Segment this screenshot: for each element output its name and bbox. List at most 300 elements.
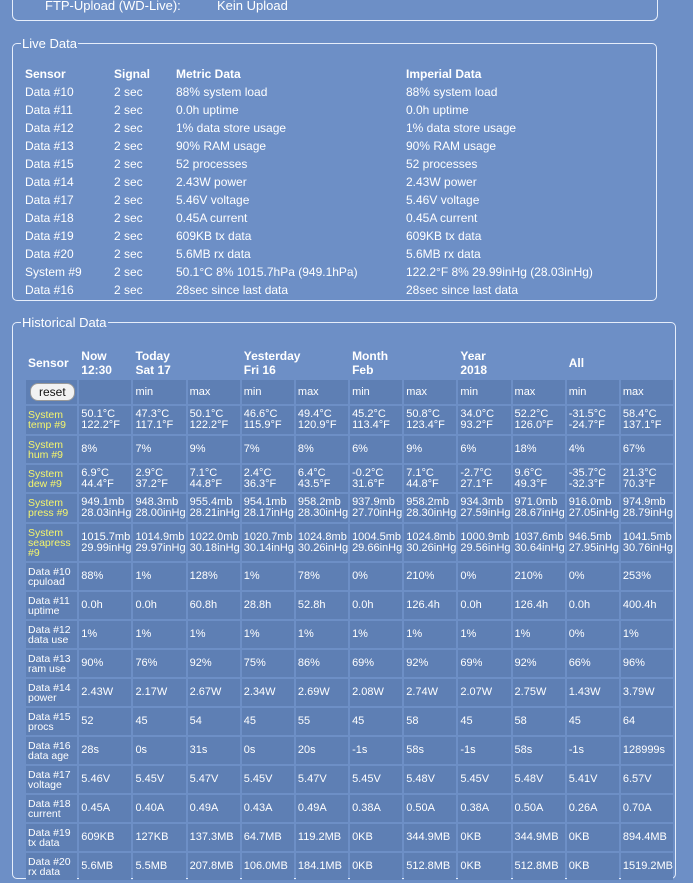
hist-value-cell: 7% [242,436,294,463]
live-metric-cell: 1% data store usage [176,121,287,135]
hist-value-cell: 69% [458,650,510,677]
hist-value-cell: 0KB [350,853,402,880]
hist-value-cell: 0% [350,563,402,590]
live-imperial-cell: 1% data store usage [406,121,517,135]
live-signal-cell: 2 sec [114,103,143,117]
hist-value-cell: 5.45V [458,766,510,793]
hist-header-row [26,348,673,378]
hist-value-cell: 6% [350,436,402,463]
hist-value-cell: 1000.9mb 29.56inHg [458,524,510,561]
hist-value-cell: -2.7°C 27.1°F [458,465,510,492]
hist-value-cell: 9% [188,436,240,463]
hist-value-cell: 512.8MB [513,853,565,880]
ftp-upload-box [12,0,658,21]
live-data-table [25,65,636,299]
hist-row [26,465,673,492]
hist-value-cell: 344.9MB [404,824,456,851]
live-imperial-cell: 28sec since last data [406,283,519,297]
hist-value-cell: 6.9°C 44.4°F [79,465,131,492]
hist-value-cell: 5.48V [513,766,565,793]
live-row [25,173,636,191]
live-metric-cell: 50.1°C 8% 1015.7hPa (949.1hPa) [176,265,358,279]
hist-value-cell: 0KB [567,824,619,851]
hist-value-cell: 76% [133,650,185,677]
hist-value-cell: 52 [79,708,131,735]
hist-value-cell: 5.45V [133,766,185,793]
hist-value-cell: 127KB [133,824,185,851]
hist-value-cell: 9% [404,436,456,463]
hist-value-cell: 1% [133,621,185,648]
hist-value-cell: 45 [567,708,619,735]
hist-value-cell: 6.4°C 43.5°F [296,465,348,492]
hist-value-cell: 54 [188,708,240,735]
hist-value-cell: 45 [458,708,510,735]
hist-value-cell: 0.43A [242,795,294,822]
hist-header-today: Today Sat 17 [135,349,171,377]
hist-value-cell: 92% [404,650,456,677]
hist-sensor-name: Data #19 tx data [26,824,77,851]
hist-sensor-name: System press #9 [26,494,77,522]
live-signal-cell: 2 sec [114,211,143,225]
hist-value-cell: 894.4MB [621,824,673,851]
hist-row [26,621,673,648]
live-sensor-cell: Data #19 [25,229,74,243]
max-label: max [188,380,240,404]
hist-row [26,853,673,880]
hist-value-cell: 207.8MB [188,853,240,880]
hist-value-cell: -1s [567,737,619,764]
hist-value-cell: 1% [242,563,294,590]
hist-value-cell: 106.0MB [242,853,294,880]
hist-row [26,524,673,561]
hist-value-cell: 2.9°C 37.2°F [133,465,185,492]
min-label: min [350,380,402,404]
hist-value-cell: 69% [350,650,402,677]
hist-value-cell: 128999s [621,737,673,764]
hist-value-cell: 6% [458,436,510,463]
hist-row [26,679,673,706]
live-row [25,83,636,101]
hist-row [26,650,673,677]
hist-value-cell: 28.8h [242,592,294,619]
live-imperial-cell: 122.2°F 8% 29.99inHg (28.03inHg) [406,265,593,279]
live-row [25,281,636,299]
hist-header-now: Now 12:30 [81,349,112,377]
hist-value-cell: 2.07W [458,679,510,706]
hist-value-cell: 0% [567,563,619,590]
hist-value-cell: 58s [513,737,565,764]
hist-value-cell: 119.2MB [296,824,348,851]
hist-value-cell: 137.3MB [188,824,240,851]
live-signal-cell: 2 sec [114,247,143,261]
live-row [25,263,636,281]
hist-value-cell: -31.5°C -24.7°F [567,406,619,434]
hist-value-cell: 0KB [458,853,510,880]
hist-value-cell: -0.2°C 31.6°F [350,465,402,492]
hist-value-cell: 0.70A [621,795,673,822]
hist-value-cell: 78% [296,563,348,590]
hist-value-cell: 128% [188,563,240,590]
hist-value-cell: 55 [296,708,348,735]
live-row [25,101,636,119]
hist-value-cell: 50.1°C 122.2°F [79,406,131,434]
live-signal-cell: 2 sec [114,85,143,99]
hist-value-cell: 0% [567,621,619,648]
hist-sensor-name: System seapress #9 [26,524,77,561]
live-metric-cell: 609KB tx data [176,229,252,243]
hist-value-cell: 2.69W [296,679,348,706]
hist-value-cell: 86% [296,650,348,677]
hist-value-cell: 5.48V [404,766,456,793]
hist-sensor-name: Data #17 voltage [26,766,77,793]
hist-value-cell: -35.7°C -32.3°F [567,465,619,492]
hist-value-cell: 6.57V [621,766,673,793]
hist-value-cell: 974.9mb 28.79inHg [621,494,673,522]
hist-value-cell: 609KB [79,824,131,851]
hist-value-cell: 50.1°C 122.2°F [188,406,240,434]
hist-row [26,737,673,764]
hist-value-cell: 45 [350,708,402,735]
hist-value-cell: 1024.8mb 30.26inHg [404,524,456,561]
hist-value-cell: 5.45V [242,766,294,793]
live-row [25,119,636,137]
min-label: min [458,380,510,404]
live-header-imperial: Imperial Data [406,67,482,81]
hist-header-year: Year 2018 [460,349,488,377]
hist-value-cell: 92% [513,650,565,677]
hist-value-cell: 971.0mb 28.67inHg [513,494,565,522]
hist-value-cell: 52.8h [296,592,348,619]
hist-value-cell: 344.9MB [513,824,565,851]
hist-row [26,436,673,463]
max-label: max [404,380,456,404]
hist-value-cell: 45 [133,708,185,735]
hist-value-cell: 5.45V [350,766,402,793]
live-header-signal: Signal [114,67,151,81]
live-metric-cell: 28sec since last data [176,283,289,297]
hist-value-cell: 31s [188,737,240,764]
hist-value-cell: 1% [350,621,402,648]
hist-value-cell: 1041.5mb 30.76inHg [621,524,673,561]
live-sensor-cell: Data #20 [25,247,74,261]
hist-value-cell: 916.0mb 27.05inHg [567,494,619,522]
live-header-row [25,65,636,83]
live-imperial-cell: 0.45A current [406,211,478,225]
live-sensor-cell: Data #18 [25,211,74,225]
min-label: min [567,380,619,404]
hist-sensor-name: Data #14 power [26,679,77,706]
hist-value-cell: 5.5MB [133,853,185,880]
hist-value-cell: 5.6MB [79,853,131,880]
hist-row [26,708,673,735]
live-signal-cell: 2 sec [114,193,143,207]
hist-sensor-name: System hum #9 [26,436,77,463]
hist-value-cell: 0.38A [458,795,510,822]
live-sensor-cell: Data #17 [25,193,74,207]
hist-value-cell: 28s [79,737,131,764]
live-metric-cell: 0.0h uptime [176,103,239,117]
live-signal-cell: 2 sec [114,175,143,189]
hist-value-cell: 2.4°C 36.3°F [242,465,294,492]
hist-value-cell: 52.2°C 126.0°F [513,406,565,434]
live-signal-cell: 2 sec [114,283,143,297]
hist-value-cell: 7% [133,436,185,463]
live-sensor-cell: Data #15 [25,157,74,171]
hist-value-cell: 937.9mb 27.70inHg [350,494,402,522]
hist-value-cell: 92% [188,650,240,677]
hist-value-cell: 1% [79,621,131,648]
hist-value-cell: 64 [621,708,673,735]
hist-value-cell: 949.1mb 28.03inHg [79,494,131,522]
live-row [25,155,636,173]
hist-sensor-name: Data #20 rx data [26,853,77,880]
historical-data-panel [12,315,676,879]
hist-value-cell: 34.0°C 93.2°F [458,406,510,434]
live-metric-cell: 0.45A current [176,211,248,225]
hist-value-cell: 75% [242,650,294,677]
hist-value-cell: 0.49A [188,795,240,822]
live-row [25,191,636,209]
hist-value-cell: 1% [296,621,348,648]
hist-value-cell: 0.0h [79,592,131,619]
historical-data-legend: Historical Data [22,315,107,330]
min-label: min [242,380,294,404]
hist-row [26,766,673,793]
hist-value-cell: 1024.8mb 30.26inHg [296,524,348,561]
ftp-upload-label: FTP-Upload (WD-Live): [45,0,181,13]
live-metric-cell: 52 processes [176,157,248,171]
live-imperial-cell: 2.43W power [406,175,477,189]
max-label: max [621,380,673,404]
hist-value-cell: 1015.7mb 29.99inHg [79,524,131,561]
live-imperial-cell: 0.0h uptime [406,103,469,117]
hist-value-cell: 49.4°C 120.9°F [296,406,348,434]
hist-value-cell: 45.2°C 113.4°F [350,406,402,434]
live-sensor-cell: Data #11 [25,103,73,117]
hist-value-cell: 5.47V [296,766,348,793]
hist-sensor-name: System temp #9 [26,406,77,434]
hist-value-cell: 1037.6mb 30.64inHg [513,524,565,561]
live-sensor-cell: Data #10 [25,85,74,99]
hist-value-cell: 20s [296,737,348,764]
hist-value-cell: 2.34W [242,679,294,706]
hist-minmax-row [26,380,673,404]
max-label: max [296,380,348,404]
hist-value-cell: 66% [567,650,619,677]
hist-header-all: All [568,356,585,370]
hist-value-cell: 0.0h [567,592,619,619]
hist-value-cell: 0.45A [79,795,131,822]
hist-value-cell: 948.3mb 28.00inHg [133,494,185,522]
historical-data-table [24,346,675,882]
hist-value-cell: 4% [567,436,619,463]
live-metric-cell: 5.46V voltage [176,193,250,207]
hist-value-cell: 210% [404,563,456,590]
live-sensor-cell: Data #12 [25,121,74,135]
hist-row [26,592,673,619]
hist-value-cell: 5.47V [188,766,240,793]
live-signal-cell: 2 sec [114,121,143,135]
hist-value-cell: 0KB [458,824,510,851]
hist-value-cell: 0s [133,737,185,764]
hist-sensor-name: Data #10 cpuload [26,563,77,590]
hist-value-cell: 9.6°C 49.3°F [513,465,565,492]
live-imperial-cell: 52 processes [406,157,478,171]
hist-value-cell: 0.50A [513,795,565,822]
hist-value-cell: 0KB [567,853,619,880]
hist-value-cell: 50.8°C 123.4°F [404,406,456,434]
hist-value-cell: 47.3°C 117.1°F [133,406,185,434]
hist-value-cell: 2.75W [513,679,565,706]
hist-sensor-name: Data #13 ram use [26,650,77,677]
hist-value-cell: 1% [513,621,565,648]
hist-value-cell: 1004.5mb 29.66inHg [350,524,402,561]
hist-row [26,406,673,434]
hist-header-month: Month Feb [352,349,389,377]
hist-value-cell: 0.26A [567,795,619,822]
hist-value-cell: 1% [188,621,240,648]
hist-value-cell: 88% [79,563,131,590]
hist-value-cell: -1s [458,737,510,764]
hist-value-cell: 958.2mb 28.30inHg [296,494,348,522]
hist-value-cell: 210% [513,563,565,590]
hist-value-cell: 8% [79,436,131,463]
hist-row [26,563,673,590]
hist-row [26,824,673,851]
hist-value-cell: 90% [79,650,131,677]
hist-value-cell: 0.0h [133,592,185,619]
hist-value-cell: 126.4h [404,592,456,619]
hist-value-cell: 1% [404,621,456,648]
ftp-upload-value: Kein Upload [217,0,288,13]
hist-sensor-name: Data #18 current [26,795,77,822]
hist-value-cell: 58s [404,737,456,764]
live-signal-cell: 2 sec [114,157,143,171]
hist-value-cell: 946.5mb 27.95inHg [567,524,619,561]
live-sensor-cell: Data #14 [25,175,74,189]
hist-header-yesterday: Yesterday Fri 16 [243,349,301,377]
hist-value-cell: 1.43W [567,679,619,706]
reset-button[interactable]: reset [30,383,75,401]
hist-value-cell: 2.43W [79,679,131,706]
hist-value-cell: 5.46V [79,766,131,793]
hist-value-cell: -1s [350,737,402,764]
hist-row [26,494,673,522]
hist-row [26,795,673,822]
hist-value-cell: 954.1mb 28.17inHg [242,494,294,522]
hist-value-cell: 2.74W [404,679,456,706]
live-imperial-cell: 88% system load [406,85,498,99]
hist-value-cell: 1519.2MB [621,853,673,880]
live-sensor-cell: Data #16 [25,283,74,297]
hist-value-cell: 21.3°C 70.3°F [621,465,673,492]
hist-value-cell: 1% [242,621,294,648]
live-metric-cell: 2.43W power [176,175,247,189]
live-row [25,137,636,155]
live-signal-cell: 2 sec [114,229,143,243]
hist-value-cell: 0KB [350,824,402,851]
hist-value-cell: 5.41V [567,766,619,793]
max-label: max [513,380,565,404]
hist-value-cell: 1020.7mb 30.14inHg [242,524,294,561]
hist-value-cell: 0.50A [404,795,456,822]
hist-header-sensor: Sensor [28,356,69,370]
live-signal-cell: 2 sec [114,139,143,153]
live-imperial-cell: 609KB tx data [406,229,482,243]
hist-value-cell: 8% [296,436,348,463]
live-metric-cell: 88% system load [176,85,268,99]
live-sensor-cell: System #9 [25,265,82,279]
hist-sensor-name: Data #11 uptime [26,592,77,619]
hist-value-cell: 1% [621,621,673,648]
hist-value-cell: 46.6°C 115.9°F [242,406,294,434]
hist-value-cell: 0.49A [296,795,348,822]
hist-value-cell: 3.79W [621,679,673,706]
hist-value-cell: 0% [458,563,510,590]
hist-value-cell: 0s [242,737,294,764]
hist-value-cell: 184.1MB [296,853,348,880]
live-data-legend: Live Data [22,36,77,51]
hist-value-cell: 400.4h [621,592,673,619]
live-row [25,209,636,227]
live-row [25,227,636,245]
hist-value-cell: 1% [458,621,510,648]
live-signal-cell: 2 sec [114,265,143,279]
hist-value-cell: 67% [621,436,673,463]
hist-value-cell: 934.3mb 27.59inHg [458,494,510,522]
now-minmax-empty [79,380,131,404]
live-data-panel [12,36,657,301]
hist-value-cell: 58 [404,708,456,735]
hist-sensor-name: Data #12 data use [26,621,77,648]
min-label: min [133,380,185,404]
hist-sensor-name: Data #15 procs [26,708,77,735]
hist-value-cell: 1% [133,563,185,590]
live-imperial-cell: 5.46V voltage [406,193,480,207]
hist-value-cell: 7.1°C 44.8°F [188,465,240,492]
live-metric-cell: 90% RAM usage [176,139,267,153]
hist-value-cell: 0.0h [350,592,402,619]
hist-value-cell: 7.1°C 44.8°F [404,465,456,492]
hist-value-cell: 955.4mb 28.21inHg [188,494,240,522]
reset-cell [26,380,77,404]
live-imperial-cell: 90% RAM usage [406,139,497,153]
hist-value-cell: 96% [621,650,673,677]
hist-value-cell: 64.7MB [242,824,294,851]
hist-value-cell: 2.08W [350,679,402,706]
hist-value-cell: 0.38A [350,795,402,822]
hist-value-cell: 18% [513,436,565,463]
live-row [25,245,636,263]
hist-value-cell: 45 [242,708,294,735]
hist-value-cell: 1014.9mb 29.97inHg [133,524,185,561]
hist-value-cell: 0.40A [133,795,185,822]
live-header-metric: Metric Data [176,67,241,81]
hist-value-cell: 2.17W [133,679,185,706]
hist-sensor-name: Data #16 data age [26,737,77,764]
live-sensor-cell: Data #13 [25,139,74,153]
hist-value-cell: 2.67W [188,679,240,706]
hist-value-cell: 253% [621,563,673,590]
hist-value-cell: 512.8MB [404,853,456,880]
live-header-sensor: Sensor [25,67,66,81]
hist-value-cell: 58.4°C 137.1°F [621,406,673,434]
hist-sensor-name: System dew #9 [26,465,77,492]
hist-value-cell: 1022.0mb 30.18inHg [188,524,240,561]
hist-value-cell: 0.0h [458,592,510,619]
live-imperial-cell: 5.6MB rx data [406,247,481,261]
hist-value-cell: 58 [513,708,565,735]
